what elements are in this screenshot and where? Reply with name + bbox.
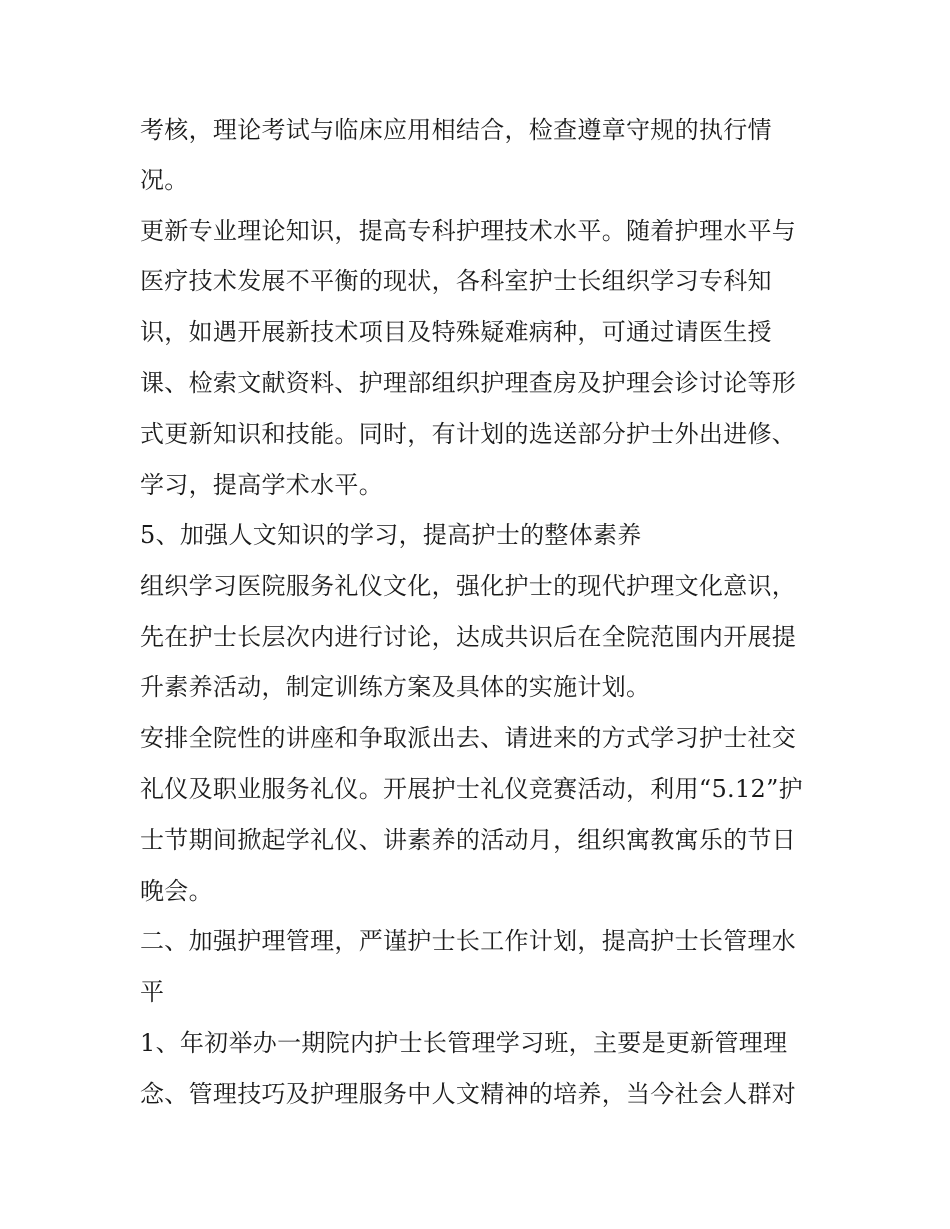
text-line: 念、管理技巧及护理服务中人文精神的培养，当今社会人群对 — [140, 1080, 797, 1108]
text-line: 更新专业理论知识，提高专科护理技术水平。随着护理水平与 — [140, 217, 797, 245]
text-line: 安排全院性的讲座和争取派出去、请进来的方式学习护士社交 — [140, 724, 797, 752]
text-line: 医疗技术发展不平衡的现状，各科室护士长组织学习专科知 — [140, 267, 772, 295]
text-line: 1、年初举办一期院内护士长管理学习班，主要是更新管理理 — [140, 1029, 788, 1057]
section-heading: 二、加强护理管理，严谨护士长工作计划，提高护士长管理水 — [140, 927, 797, 955]
text-line: 士节期间掀起学礼仪、讲素养的活动月，组织寓教寓乐的节日 — [140, 826, 797, 854]
text-line: 晚会。 — [140, 877, 213, 905]
text-line: 组织学习医院服务礼仪文化，强化护士的现代护理文化意识， — [140, 572, 797, 600]
text-line: 学习，提高学术水平。 — [140, 471, 383, 499]
section-heading: 平 — [140, 978, 165, 1006]
text-line: 先在护士长层次内进行讨论，达成共识后在全院范围内开展提 — [140, 623, 797, 651]
text-line: 礼仪及职业服务礼仪。开展护士礼仪竞赛活动，利用“5.12”护 — [140, 775, 803, 803]
text-line: 考核，理论考试与临床应用相结合，检查遵章守规的执行情 — [140, 116, 772, 144]
text-line: 式更新知识和技能。同时，有计划的选送部分护士外出进修、 — [140, 420, 797, 448]
section-heading: 5、加强人文知识的学习，提高护士的整体素养 — [140, 521, 642, 549]
text-line: 升素养活动，制定训练方案及具体的实施计划。 — [140, 673, 651, 701]
text-line: 课、检索文献资料、护理部组织护理查房及护理会诊讨论等形 — [140, 369, 797, 397]
text-line: 识，如遇开展新技术项目及特殊疑难病种，可通过请医生授 — [140, 318, 772, 346]
text-line: 况。 — [140, 166, 189, 194]
